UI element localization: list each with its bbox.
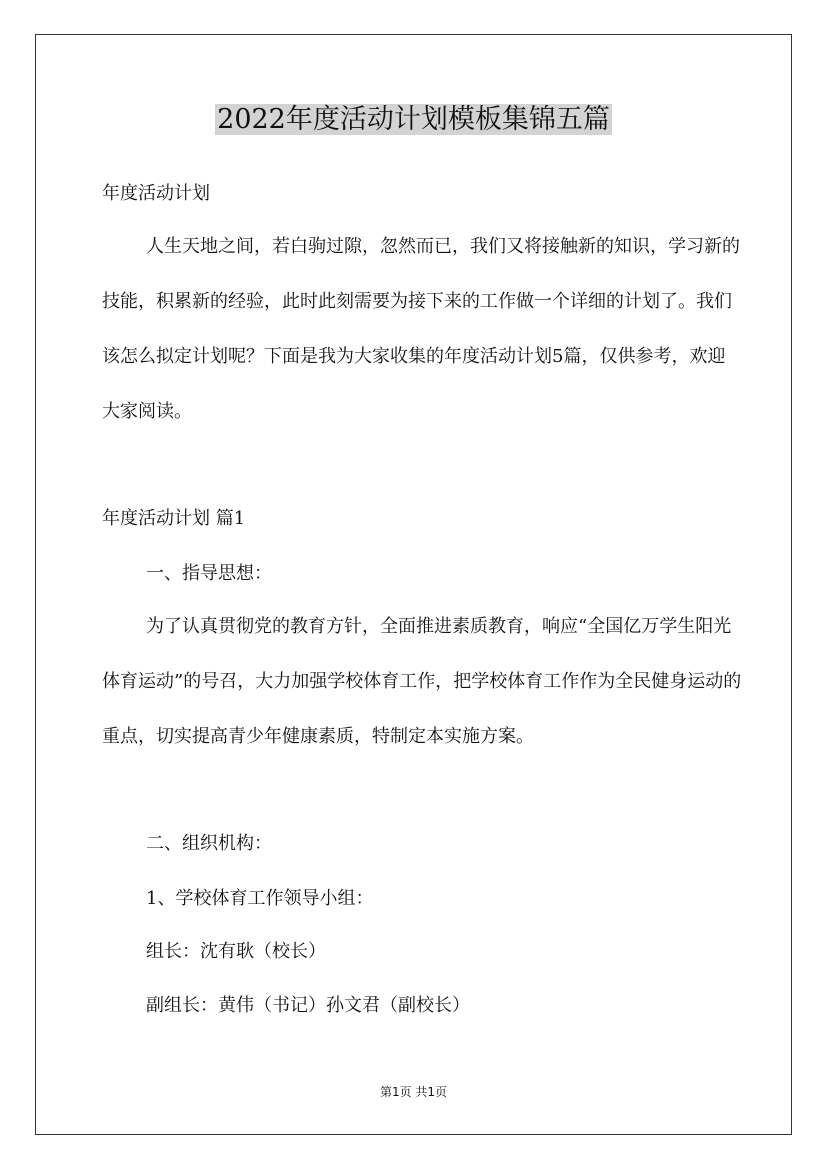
section-label: 年度活动计划 <box>102 183 210 204</box>
group-deputy: 副组长：黄伟（书记）孙文君（副校长） <box>146 995 470 1016</box>
item2-heading: 二、组织机构： <box>146 833 272 854</box>
page-footer: 第1页 共1页 <box>379 1085 448 1099</box>
group-leader: 组长：沈有耿（校长） <box>146 941 326 962</box>
document-title <box>0 100 827 140</box>
document-title-text: 2022年度活动计划模板集锦五篇 <box>217 104 610 135</box>
article-heading: 年度活动计划 篇1 <box>102 508 246 529</box>
item1-body: 为了认真贯彻党的教育方针，全面推进素质教育，响应“全国亿万学生阳光体育运动”的号召，大力加强学校体育工作，把学校体育工作作为全民健身运动的重点，切实提高青少年健康素质，特制定本实施方案。 <box>102 616 742 747</box>
group-heading: 1、学校体育工作领导小组： <box>146 888 374 909</box>
intro-paragraph: 人生天地之间，若白驹过隙，忽然而已，我们又将接触新的知识，学习新的技能，积累新的经验，此时此刻需要为接下来的工作做一个详细的计划了。我们该怎么拟定计划呢？下面是我为大家收集的年度活动计划5篇，仅供参考，欢迎大家阅读。 <box>102 236 740 422</box>
item1-heading: 一、指导思想： <box>146 563 272 584</box>
